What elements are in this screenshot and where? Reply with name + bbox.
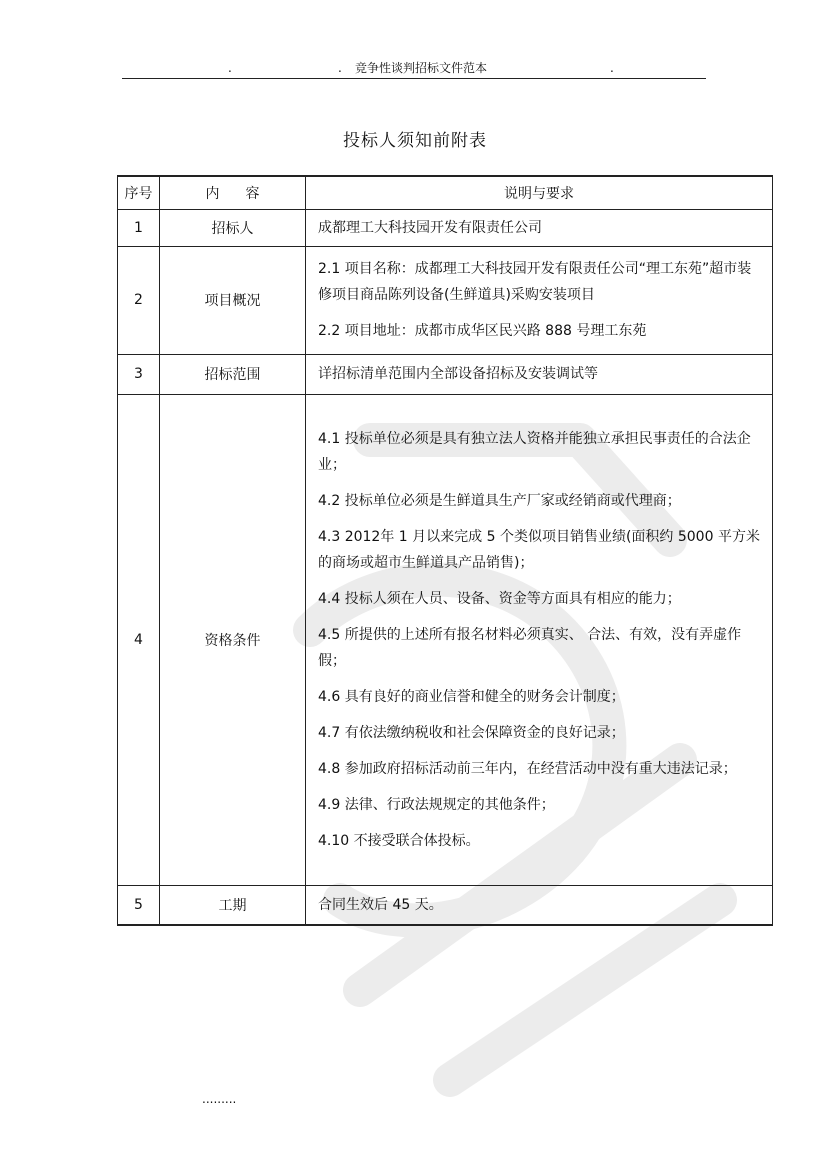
header-desc: 说明与要求 (306, 176, 773, 209)
desc-line: 详招标清单范围内全部设备招标及安装调试等 (318, 366, 598, 382)
row-item: 资格条件 (160, 394, 306, 885)
page-header (122, 58, 706, 79)
row-desc (306, 394, 773, 885)
row-no: 3 (118, 354, 160, 394)
row-item: 项目概况 (160, 246, 306, 354)
desc-line: 4.8 参加政府招标活动前三年内，在经营活动中没有重大违法记录； (318, 760, 737, 777)
row-item: 招标范围 (160, 354, 306, 394)
table-row (118, 885, 773, 925)
header-item-label: 内容 (205, 185, 286, 202)
desc-line: 成都理工大科技园开发有限责任公司 (318, 219, 542, 236)
row-desc (306, 885, 773, 925)
row-no: 2 (118, 246, 160, 354)
desc-line: 4.9 法律、行政法规规定的其他条件； (318, 796, 555, 813)
table-header-row (118, 176, 773, 209)
desc-line: 4.4 投标人须在人员、设备、资金等方面具有相应的能力； (318, 590, 681, 607)
row-no: 1 (118, 209, 160, 246)
header-title: 竞争性谈判招标文件范本 (355, 61, 488, 75)
document-title: 投标人须知前附表 (343, 131, 487, 151)
header-dot-right: . (610, 61, 614, 75)
table-row (118, 209, 773, 246)
desc-line: 4.2 投标单位必须是生鲜道具生产厂家或经销商或代理商； (318, 492, 681, 509)
row-desc (306, 246, 773, 354)
row-no: 4 (118, 394, 160, 885)
desc-line: 4.7 有依法缴纳税收和社会保障资金的良好记录； (318, 724, 625, 741)
footer-dots: ......... (202, 1092, 237, 1106)
header-dot-left: . (228, 61, 232, 75)
table-row (118, 394, 773, 885)
desc-line: 4.5 所提供的上述所有报名材料必须真实、 合法、有效，没有弄虚作假； (318, 626, 742, 669)
desc-line: 4.3 2012年 1 月以来完成 5 个类似项目销售业绩(面积约 5000 平方米的商场或超市生鲜道具产品销售)； (318, 528, 760, 571)
desc-line: 2.2 项目地址：成都市成华区民兴路 888 号理工东苑 (318, 323, 647, 339)
header-no: 序号 (118, 176, 160, 209)
bidder-instructions-table (117, 175, 773, 926)
desc-line: 4.10 不接受联合体投标。 (318, 832, 480, 849)
header-item (160, 176, 306, 209)
table-row (118, 246, 773, 354)
desc-line: 合同生效后 45 天。 (318, 896, 443, 913)
desc-line: 4.1 投标单位必须是具有独立法人资格并能独立承担民事责任的合法企业； (318, 430, 751, 473)
desc-line: 4.6 具有良好的商业信誉和健全的财务会计制度； (318, 688, 625, 705)
row-no: 5 (118, 885, 160, 925)
row-desc (306, 354, 773, 394)
row-item: 招标人 (160, 209, 306, 246)
row-item: 工期 (160, 885, 306, 925)
header-dot-mid: . (338, 61, 342, 75)
row-desc (306, 209, 773, 246)
desc-line: 2.1 项目名称：成都理工大科技园开发有限责任公司“理工东苑”超市装修项目商品陈列设备(生鲜道具)采购安装项目 (318, 261, 752, 303)
table-row (118, 354, 773, 394)
